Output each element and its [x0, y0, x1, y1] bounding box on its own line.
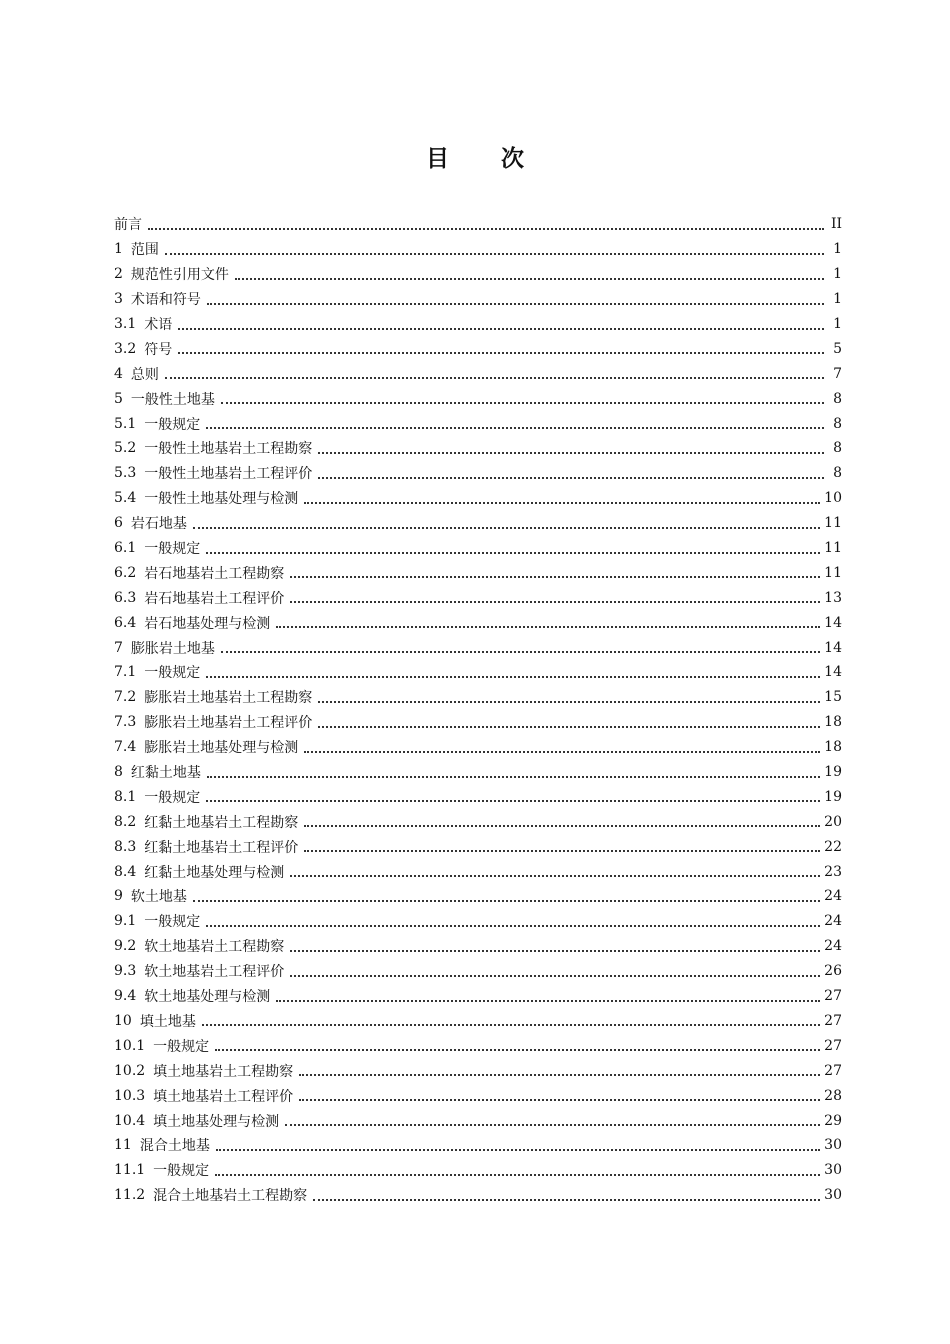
toc-entry-title: 膨胀岩土地基岩土工程评价 [144, 715, 313, 732]
dot-leader [318, 451, 824, 454]
toc-entry[interactable] [114, 1083, 842, 1108]
toc-entry-page-number: 11 [824, 515, 842, 532]
toc-entry-page-number: 14 [824, 614, 842, 631]
toc-entry-page-number: 10 [824, 490, 842, 507]
dot-leader [193, 899, 820, 902]
dot-leader [299, 1073, 820, 1076]
dot-leader [304, 750, 820, 753]
toc-entry-page-number: 27 [824, 988, 842, 1005]
page-title: 目 次 [425, 146, 546, 172]
toc-entry-number: 9 [114, 888, 123, 905]
toc-entry-number: 11 [114, 1137, 132, 1154]
toc-entry-title: 术语 [144, 317, 173, 333]
toc-entry-page-number: 8 [833, 390, 842, 407]
toc-entry[interactable] [114, 1133, 842, 1158]
toc-entry-number: 4 [114, 365, 123, 382]
toc-entry-title: 总则 [130, 366, 159, 383]
dot-leader [304, 824, 820, 827]
toc-entry-number: 9.2 [114, 938, 137, 955]
toc-entry-title: 规范性引用文件 [130, 267, 229, 284]
toc-entry-page-number: 18 [824, 739, 842, 756]
dot-leader [304, 849, 820, 852]
dot-leader [206, 551, 820, 554]
dot-leader [276, 625, 820, 628]
toc-entry-number: 10.2 [114, 1062, 146, 1079]
toc-entry[interactable] [114, 336, 842, 361]
toc-entry-title: 术语和符号 [130, 292, 201, 309]
toc-entry-number: 6 [114, 515, 123, 532]
dot-leader [304, 501, 820, 504]
toc-entry-page-number: 15 [824, 689, 842, 706]
toc-entry-page-number: 1 [833, 241, 842, 258]
toc-entry-number: 5.1 [114, 415, 137, 432]
toc-entry-title: 一般性土地基岩土工程评价 [144, 466, 313, 483]
toc-entry[interactable] [114, 511, 842, 536]
toc-entry-number: 8.2 [114, 813, 137, 830]
toc-entry-page-number: 8 [833, 465, 842, 482]
toc-entry-title: 填土地基 [139, 1013, 196, 1030]
toc-entry-page-number: 24 [824, 888, 842, 905]
toc-entry-title: 填土地基岩土工程勘察 [153, 1063, 294, 1080]
dot-leader [207, 302, 824, 305]
toc-entry-page-number: 14 [824, 664, 842, 681]
toc-entry-number: 3.2 [114, 340, 137, 357]
toc-entry-number: 5.2 [114, 440, 137, 457]
dot-leader [299, 1098, 820, 1101]
dot-leader [318, 700, 820, 703]
toc-entry[interactable] [114, 984, 842, 1009]
toc-entry[interactable] [114, 361, 842, 386]
dot-leader [235, 277, 824, 280]
toc-entry-page-number: 30 [824, 1137, 842, 1154]
toc-entry-title: 软土地基岩土工程勘察 [144, 939, 285, 956]
toc-entry[interactable] [114, 1183, 842, 1208]
toc-entry-page-number: II [830, 216, 842, 233]
dot-leader [206, 675, 820, 678]
toc-entry-page-number: 27 [824, 1037, 842, 1054]
toc-entry[interactable] [114, 1058, 842, 1083]
toc-entry-page-number: 11 [824, 540, 842, 557]
toc-entry-title: 岩石地基岩土工程评价 [144, 590, 285, 607]
toc-entry[interactable] [114, 610, 842, 635]
toc-entry[interactable] [114, 312, 842, 337]
toc-entry-title: 一般规定 [144, 541, 201, 558]
toc-entry[interactable] [114, 436, 842, 461]
toc-entry-page-number: 11 [824, 564, 842, 581]
toc-entry[interactable] [114, 834, 842, 859]
toc-entry[interactable] [114, 1158, 842, 1183]
toc-entry[interactable] [114, 660, 842, 685]
toc-entry-title: 岩石地基处理与检测 [144, 615, 271, 632]
toc-entry-page-number: 8 [833, 415, 842, 432]
toc-entry[interactable] [114, 760, 842, 785]
dot-leader [207, 775, 820, 778]
toc-entry-number: 7.2 [114, 689, 137, 706]
dot-leader [276, 999, 820, 1002]
toc-entry[interactable] [114, 287, 842, 312]
toc-entry-title: 一般规定 [153, 1163, 210, 1180]
toc-entry-number: 2 [114, 266, 123, 283]
toc-entry-number: 5 [114, 390, 123, 407]
toc-entry[interactable] [114, 884, 842, 909]
toc-entry[interactable] [114, 934, 842, 959]
toc-entry-title: 软土地基岩土工程评价 [144, 964, 285, 981]
toc-entry-number: 6.3 [114, 589, 137, 606]
toc-entry[interactable] [114, 461, 842, 486]
table-of-contents [114, 212, 842, 1208]
toc-entry-title: 膨胀岩土地基处理与检测 [144, 740, 299, 757]
toc-entry-page-number: 20 [824, 813, 842, 830]
dot-leader [290, 600, 820, 603]
dot-leader [202, 1023, 820, 1026]
toc-entry-title: 一般规定 [144, 665, 201, 682]
toc-entry-number: 10.4 [114, 1112, 146, 1129]
toc-entry[interactable] [114, 262, 842, 287]
toc-entry[interactable] [114, 710, 842, 735]
toc-entry-title: 软土地基处理与检测 [144, 989, 271, 1006]
toc-entry-page-number: 22 [824, 838, 842, 855]
toc-entry-title: 一般规定 [144, 416, 201, 433]
dot-leader [215, 1173, 820, 1176]
dot-leader [318, 476, 824, 479]
dot-leader [216, 1148, 820, 1151]
toc-entry-page-number: 8 [833, 440, 842, 457]
toc-entry[interactable] [114, 959, 842, 984]
dot-leader [165, 376, 824, 379]
toc-entry-title: 软土地基 [130, 889, 187, 906]
toc-entry[interactable] [114, 1108, 842, 1133]
toc-entry[interactable] [114, 237, 842, 262]
toc-entry-number: 8.4 [114, 863, 137, 880]
toc-entry-number: 3 [114, 291, 123, 308]
toc-entry-number: 7.4 [114, 739, 137, 756]
toc-entry-page-number: 7 [833, 365, 842, 382]
dot-leader [221, 401, 824, 404]
toc-entry-title: 膨胀岩土地基岩土工程勘察 [144, 690, 313, 707]
toc-entry[interactable] [114, 536, 842, 561]
toc-entry[interactable] [114, 1033, 842, 1058]
dot-leader [206, 924, 820, 927]
toc-entry-page-number: 18 [824, 714, 842, 731]
dot-leader [290, 974, 820, 977]
toc-entry-title: 前言 [114, 217, 142, 234]
toc-entry-title: 红黏土地基 [130, 765, 201, 782]
dot-leader [206, 799, 820, 802]
toc-entry-number: 10 [114, 1012, 132, 1029]
toc-entry-title: 一般性土地基 [130, 391, 215, 408]
toc-entry[interactable] [114, 386, 842, 411]
toc-entry-page-number: 24 [824, 913, 842, 930]
toc-entry[interactable] [114, 212, 842, 237]
toc-entry-page-number: 24 [824, 938, 842, 955]
toc-entry-title: 范围 [130, 242, 159, 259]
toc-entry-number: 5.3 [114, 465, 137, 482]
toc-entry-number: 3.1 [114, 316, 137, 332]
toc-entry-number: 7 [114, 639, 123, 656]
toc-entry-number: 8.1 [114, 788, 137, 805]
dot-leader [318, 725, 820, 728]
toc-entry-page-number: 19 [824, 764, 842, 781]
dot-leader [285, 1123, 820, 1126]
toc-entry-page-number: 28 [824, 1087, 842, 1104]
toc-entry[interactable] [114, 809, 842, 834]
toc-entry-page-number: 27 [824, 1012, 842, 1029]
toc-entry-number: 10.3 [114, 1087, 146, 1104]
toc-entry-number: 8 [114, 764, 123, 781]
toc-entry-page-number: 29 [824, 1112, 842, 1129]
toc-entry-page-number: 30 [824, 1187, 842, 1204]
toc-entry-number: 9.3 [114, 963, 137, 980]
dot-leader [290, 949, 820, 952]
toc-entry-page-number: 23 [824, 863, 842, 880]
toc-entry-number: 7.3 [114, 714, 137, 731]
dot-leader [290, 575, 820, 578]
toc-entry-number: 10.1 [114, 1037, 146, 1054]
toc-entry[interactable] [114, 784, 842, 809]
toc-entry-page-number: 1 [833, 316, 842, 332]
toc-entry-title: 红黏土地基岩土工程评价 [144, 839, 299, 856]
toc-entry-page-number: 1 [833, 266, 842, 283]
toc-entry-title: 一般规定 [144, 914, 201, 931]
toc-entry-page-number: 19 [824, 788, 842, 805]
toc-entry-title: 红黏土地基岩土工程勘察 [144, 814, 299, 831]
toc-entry-page-number: 26 [824, 963, 842, 980]
toc-entry-number: 5.4 [114, 490, 137, 507]
toc-entry-title: 混合土地基 [139, 1138, 210, 1155]
toc-entry-number: 8.3 [114, 838, 137, 855]
toc-entry-page-number: 1 [833, 291, 842, 308]
toc-entry-title: 膨胀岩土地基 [130, 640, 215, 657]
toc-entry[interactable] [114, 411, 842, 436]
toc-entry[interactable] [114, 735, 842, 760]
toc-entry-title: 填土地基处理与检测 [153, 1113, 280, 1130]
toc-entry-number: 6.4 [114, 614, 137, 631]
dot-leader [148, 227, 824, 230]
toc-entry[interactable] [114, 486, 842, 511]
toc-entry[interactable] [114, 635, 842, 660]
dot-leader [165, 252, 824, 255]
toc-entry-title: 混合土地基岩土工程勘察 [153, 1188, 308, 1205]
toc-entry-number: 6.1 [114, 540, 137, 557]
toc-entry-page-number: 5 [833, 340, 842, 357]
dot-leader [206, 426, 824, 429]
dot-leader [178, 327, 824, 330]
toc-entry-number: 7.1 [114, 664, 137, 681]
toc-entry-title: 岩石地基岩土工程勘察 [144, 565, 285, 582]
toc-entry[interactable] [114, 859, 842, 884]
toc-entry[interactable] [114, 1009, 842, 1034]
dot-leader [215, 1048, 820, 1051]
toc-entry-number: 9.1 [114, 913, 137, 930]
dot-leader [178, 351, 824, 354]
toc-entry[interactable] [114, 685, 842, 710]
dot-leader [313, 1198, 820, 1201]
dot-leader [290, 874, 820, 877]
toc-entry-page-number: 13 [824, 589, 842, 606]
toc-entry[interactable] [114, 560, 842, 585]
toc-entry-title: 一般规定 [153, 1038, 210, 1055]
toc-entry-number: 11.2 [114, 1187, 146, 1204]
toc-entry[interactable] [114, 585, 842, 610]
toc-entry-page-number: 14 [824, 639, 842, 656]
toc-entry-number: 9.4 [114, 988, 137, 1005]
toc-entry-number: 1 [114, 241, 123, 258]
toc-entry-number: 6.2 [114, 564, 137, 581]
toc-entry[interactable] [114, 909, 842, 934]
toc-entry-title: 一般规定 [144, 789, 201, 806]
toc-entry-number: 11.1 [114, 1162, 146, 1179]
toc-entry-title: 一般性土地基处理与检测 [144, 491, 299, 508]
dot-leader [193, 526, 820, 529]
toc-entry-title: 符号 [144, 341, 173, 358]
toc-entry-title: 红黏土地基处理与检测 [144, 864, 285, 881]
toc-entry-page-number: 27 [824, 1062, 842, 1079]
toc-entry-title: 一般性土地基岩土工程勘察 [144, 441, 313, 458]
dot-leader [221, 650, 820, 653]
toc-entry-title: 填土地基岩土工程评价 [153, 1088, 294, 1105]
toc-entry-title: 岩石地基 [130, 516, 187, 533]
toc-entry-page-number: 30 [824, 1162, 842, 1179]
